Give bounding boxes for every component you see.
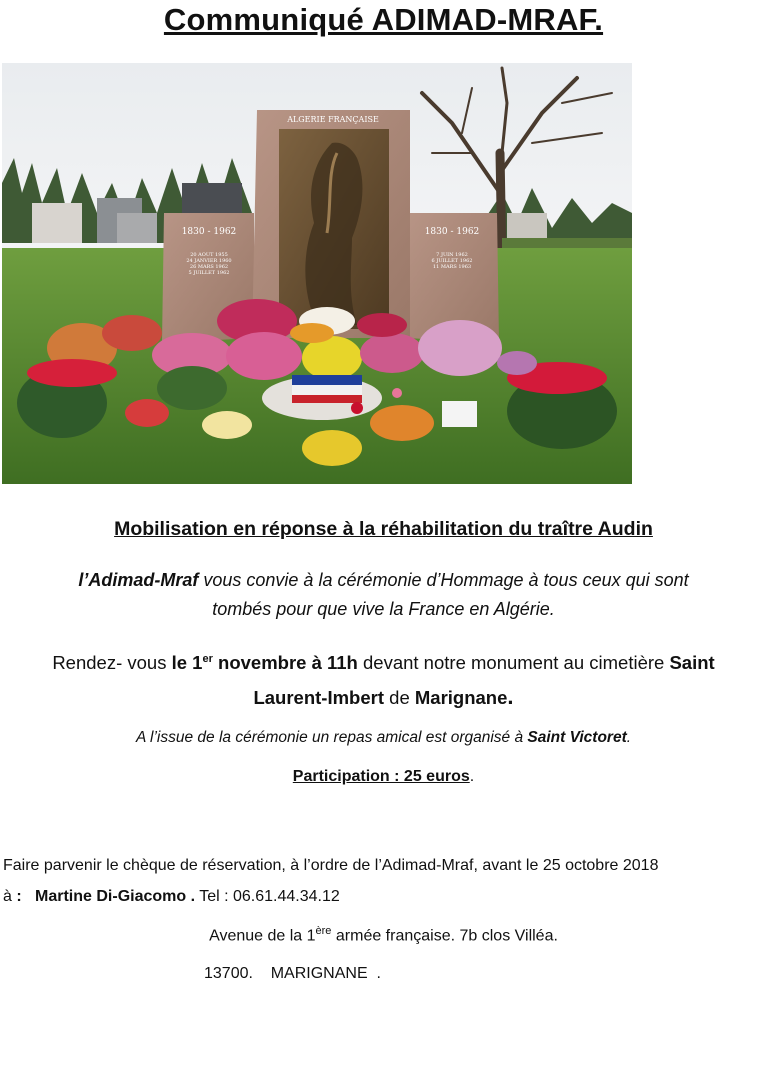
rdv-time: novembre à 11h — [212, 652, 358, 674]
rdv-place-a: Saint — [669, 652, 715, 674]
rdv-date: le 1 — [171, 652, 203, 674]
meal-place: Saint Victoret — [527, 729, 627, 746]
svg-text:6 JUILLET 1962: 6 JUILLET 1962 — [431, 258, 473, 264]
svg-text:1830 - 1962: 1830 - 1962 — [424, 227, 480, 237]
participation-label: Participation : 25 euros — [292, 768, 470, 785]
meal-note — [0, 729, 767, 747]
rdv-place-b: Laurent-Imbert — [253, 687, 385, 709]
cheque-instructions — [3, 850, 763, 912]
subtitle-text: Mobilisation en réponse à la réhabilitation du traître Audin — [114, 518, 653, 540]
svg-text:11 MARS 1963: 11 MARS 1963 — [432, 264, 472, 270]
subtitle — [0, 518, 767, 541]
meal-text: A l’issue de la cérémonie un repas amical est organisé à — [135, 729, 528, 746]
svg-text:ALGERIE FRANÇAISE: ALGERIE FRANÇAISE — [287, 115, 379, 124]
cheque-line-1: Faire parvenir le chèque de réservation, à l’ordre de l’Adimad-Mraf, avant le 25 octobre 2018 — [3, 857, 659, 874]
svg-text:20 AOUT 1955: 20 AOUT 1955 — [190, 252, 228, 258]
memorial-photo — [2, 63, 632, 484]
rdv-de: de — [384, 687, 415, 709]
contact-name: Martine Di-Giacomo . — [35, 888, 196, 905]
svg-text:1830 - 1962: 1830 - 1962 — [181, 227, 237, 237]
address-b: armée française. 7b clos Villéa. — [331, 927, 558, 945]
org-name: l’Adimad-Mraf — [78, 570, 199, 590]
rdv-location-text: devant notre monument au cimetière — [357, 652, 670, 674]
address-line — [0, 925, 767, 945]
meal-end: . — [626, 729, 632, 746]
rdv-end: . — [507, 684, 514, 710]
address-a: Avenue de la 1 — [209, 927, 316, 945]
contact-phone: Tel : 06.61.44.34.12 — [195, 888, 340, 905]
page-title: Communiqué ADIMAD-MRAF. — [163, 2, 604, 37]
invite-line-2: tombés pour que vive la France en Algérie. — [212, 599, 555, 619]
rdv-date-sup: er — [202, 653, 213, 665]
participation-end: . — [469, 768, 475, 785]
address-sup: ère — [315, 925, 332, 937]
cheque-a: à — [3, 888, 17, 905]
svg-text:24 JANVIER 1960: 24 JANVIER 1960 — [186, 258, 232, 264]
svg-text:26 MARS 1962: 26 MARS 1962 — [189, 264, 229, 270]
invite-line-1: vous convie à la cérémonie d’Hommage à tous ceux qui sont — [198, 570, 689, 590]
cheque-colon: : — [16, 888, 22, 905]
rendezvous-paragraph — [8, 642, 759, 715]
invitation-paragraph — [20, 566, 747, 624]
svg-text:5 JUILLET 1962: 5 JUILLET 1962 — [188, 270, 230, 276]
rdv-prefix: Rendez- vous — [52, 652, 172, 674]
svg-text:7 JUIN 1962: 7 JUIN 1962 — [436, 252, 468, 258]
postal-line: 13700. MARIGNANE . — [204, 965, 381, 982]
participation — [0, 768, 767, 786]
rdv-city: Marignane — [414, 687, 508, 709]
